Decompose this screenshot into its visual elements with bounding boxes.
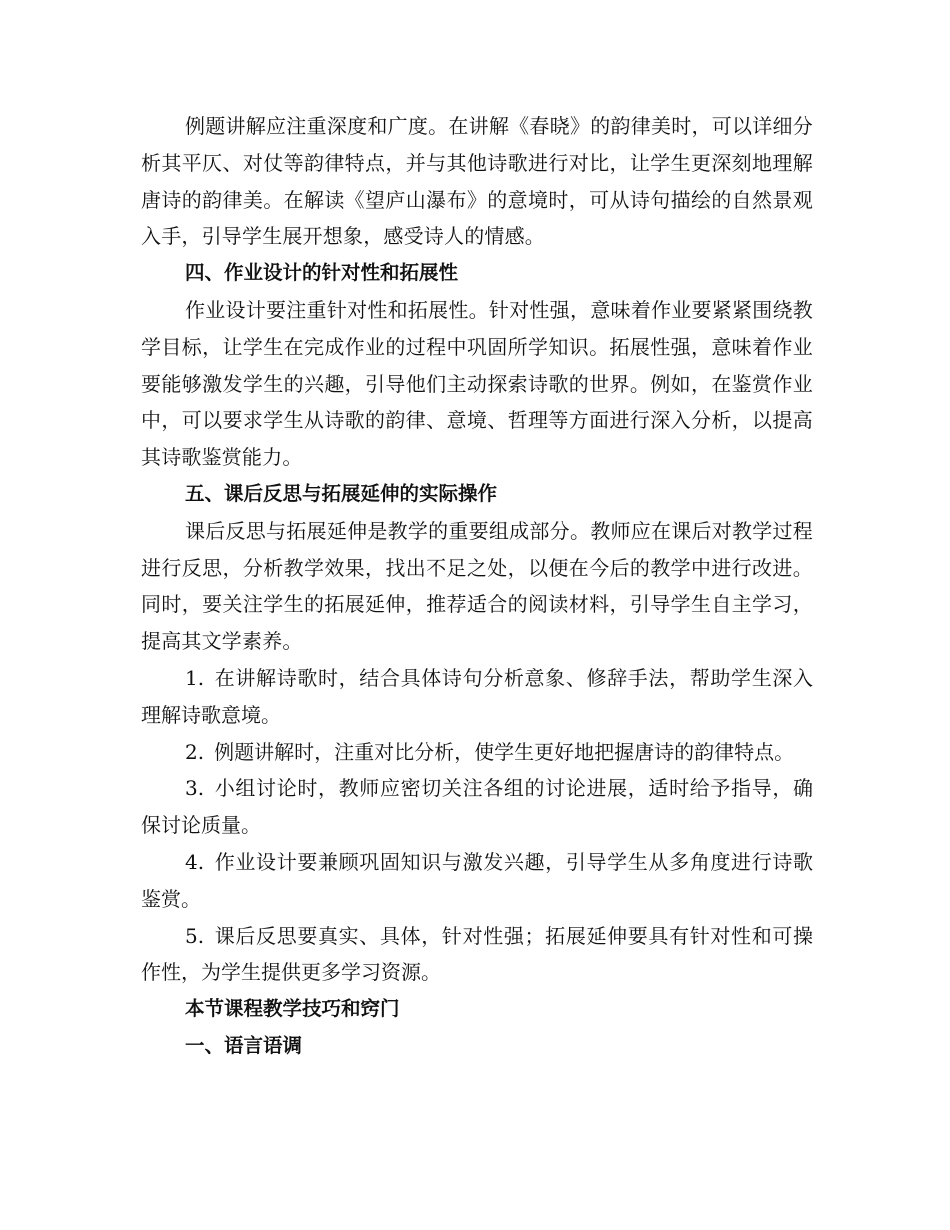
tips-sub-heading-language-tone: 一、语言语调 <box>185 1033 303 1057</box>
paragraph-homework-design: 作业设计要注重针对性和拓展性。针对性强，意味着作业要紧紧围绕教学目标，让学生在完成作业的过程中巩固所学知识。拓展性强，意味着作业要能够激发学生的兴趣，引导他们主动探索诗歌的世界。例如，在鉴赏作业中，可以要求学生从诗歌的韵律、意境、哲理等方面进行深入分析，以提高其诗歌鉴赏能力。 <box>141 297 813 470</box>
paragraph-reflection: 课后反思与拓展延伸是教学的重要组成部分。教师应在课后对教学过程进行反思，分析教学效果，找出不足之处，以便在今后的教学中进行改进。同时，要关注学生的拓展延伸，推荐适合的阅读材料，引导学生自主学习，提高其文学素养。 <box>141 518 813 654</box>
list-item <box>141 844 813 918</box>
section-heading-homework-design: 四、作业设计的针对性和拓展性 <box>185 261 459 285</box>
list-item-number: 2. <box>185 739 205 764</box>
list-item <box>141 770 813 844</box>
section-heading-reflection: 五、课后反思与拓展延伸的实际操作 <box>185 481 498 505</box>
list-item-text: 例题讲解时，注重对比分析，使学生更好地把握唐诗的韵律特点。 <box>214 739 795 764</box>
list-item-number: 3. <box>185 776 205 801</box>
paragraph-example-explanation: 例题讲解应注重深度和广度。在讲解《春晓》的韵律美时，可以详细分析其平仄、对仗等韵律特点，并与其他诗歌进行对比，让学生更深刻地理解唐诗的韵律美。在解读《望庐山瀑布》的意境时，可从诗句描绘的自然景观入手，引导学生展开想象，感受诗人的情感。 <box>141 114 813 249</box>
tips-heading: 本节课程教学技巧和窍门 <box>185 997 400 1021</box>
list-item-text: 作业设计要兼顾巩固知识与激发兴趣，引导学生从多角度进行诗歌鉴赏。 <box>141 849 813 911</box>
list-item <box>141 918 813 992</box>
list-item <box>141 734 813 771</box>
list-item-number: 1. <box>185 665 205 690</box>
list-item-number: 5. <box>185 923 205 948</box>
list-item-text: 课后反思要真实、具体，针对性强；拓展延伸要具有针对性和可操作性，为学生提供更多学习资源。 <box>141 923 813 985</box>
list-item-text: 小组讨论时，教师应密切关注各组的讨论进展，适时给予指导，确保讨论质量。 <box>141 776 813 838</box>
list-item-text: 在讲解诗歌时，结合具体诗句分析意象、修辞手法，帮助学生深入理解诗歌意境。 <box>141 665 813 727</box>
list-item-number: 4. <box>185 849 205 874</box>
document-body <box>141 108 813 1065</box>
list-item <box>141 660 813 734</box>
